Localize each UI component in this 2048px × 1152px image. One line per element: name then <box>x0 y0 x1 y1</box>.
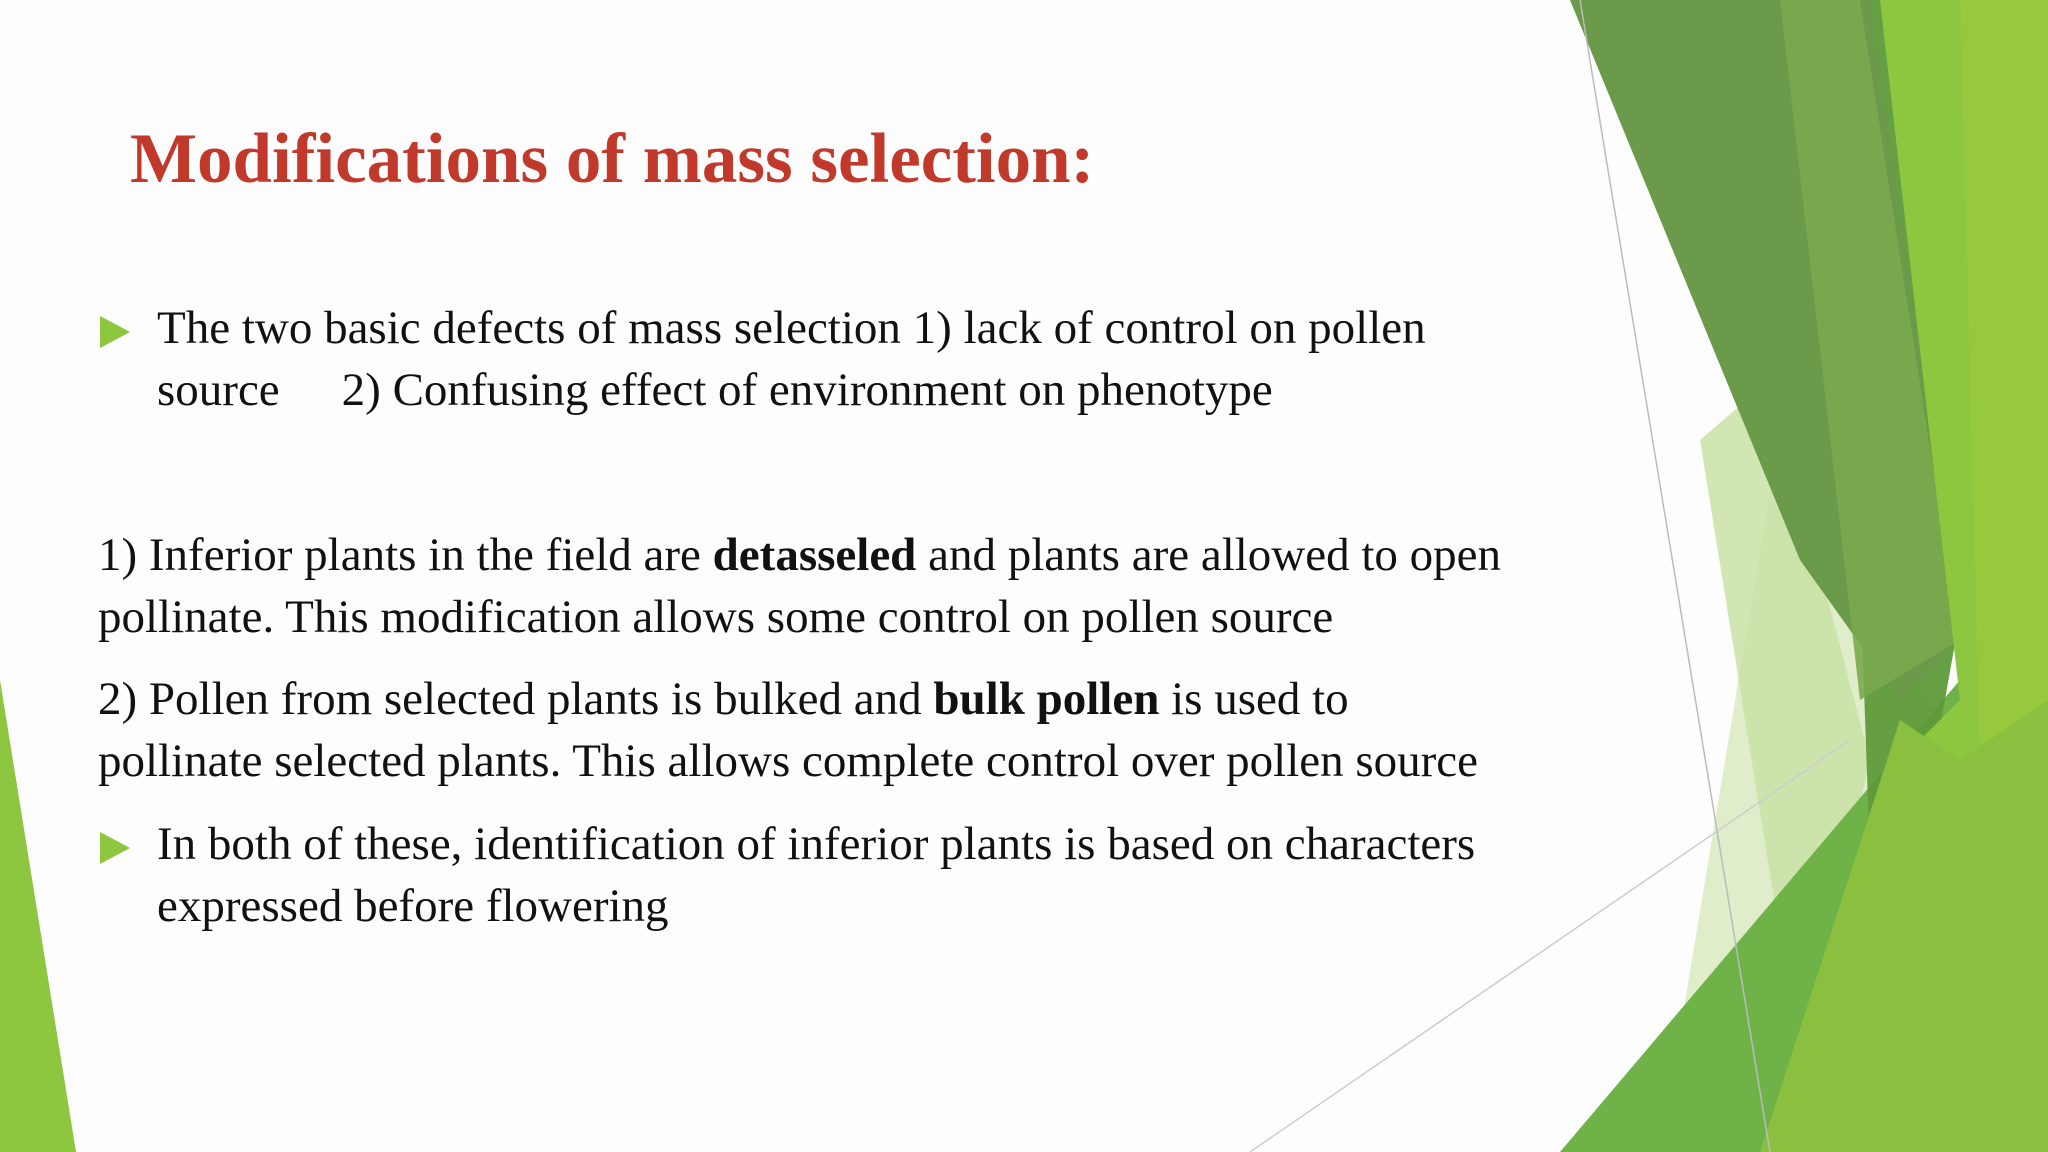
paragraph-detasseled <box>98 524 1658 648</box>
paragraph-line: pollinate. This modification allows some control on pollen source <box>98 591 1334 643</box>
right-triangle-icon <box>100 316 130 348</box>
text-segment: and plants are allowed to open <box>916 529 1502 581</box>
right-triangle-icon <box>100 832 130 864</box>
text-segment: is used to <box>1159 673 1349 725</box>
bullet-line: In both of these, identification of inferior plants is based on characters <box>157 818 1476 870</box>
bullet-text-source: source <box>157 364 280 416</box>
text-segment: 1) Inferior plants in the field are <box>98 529 713 581</box>
bullet-line: expressed before flowering <box>157 880 669 932</box>
bullet-line: The two basic defects of mass selection 1) lack of control on pollen <box>157 302 1426 354</box>
bullet-item-defects <box>157 297 1607 421</box>
paragraph-bulk-pollen <box>98 668 1658 792</box>
left-green-sliver <box>0 680 76 1152</box>
bullet-text-confusing-effect: 2) Confusing effect of environment on phenotype <box>341 364 1273 416</box>
text-segment: 2) Pollen from selected plants is bulked and <box>98 673 934 725</box>
paragraph-line <box>98 668 1658 730</box>
bold-term-detasseled: detasseled <box>712 529 917 581</box>
bullet-line <box>157 359 1607 421</box>
paragraph-line: pollinate selected plants. This allows complete control over pollen source <box>98 735 1479 787</box>
paragraph-line <box>98 524 1658 586</box>
bullet-item-identification <box>157 813 1607 937</box>
bold-term-bulk-pollen: bulk pollen <box>933 673 1160 725</box>
slide-title: Modifications of mass selection: <box>130 120 1095 198</box>
